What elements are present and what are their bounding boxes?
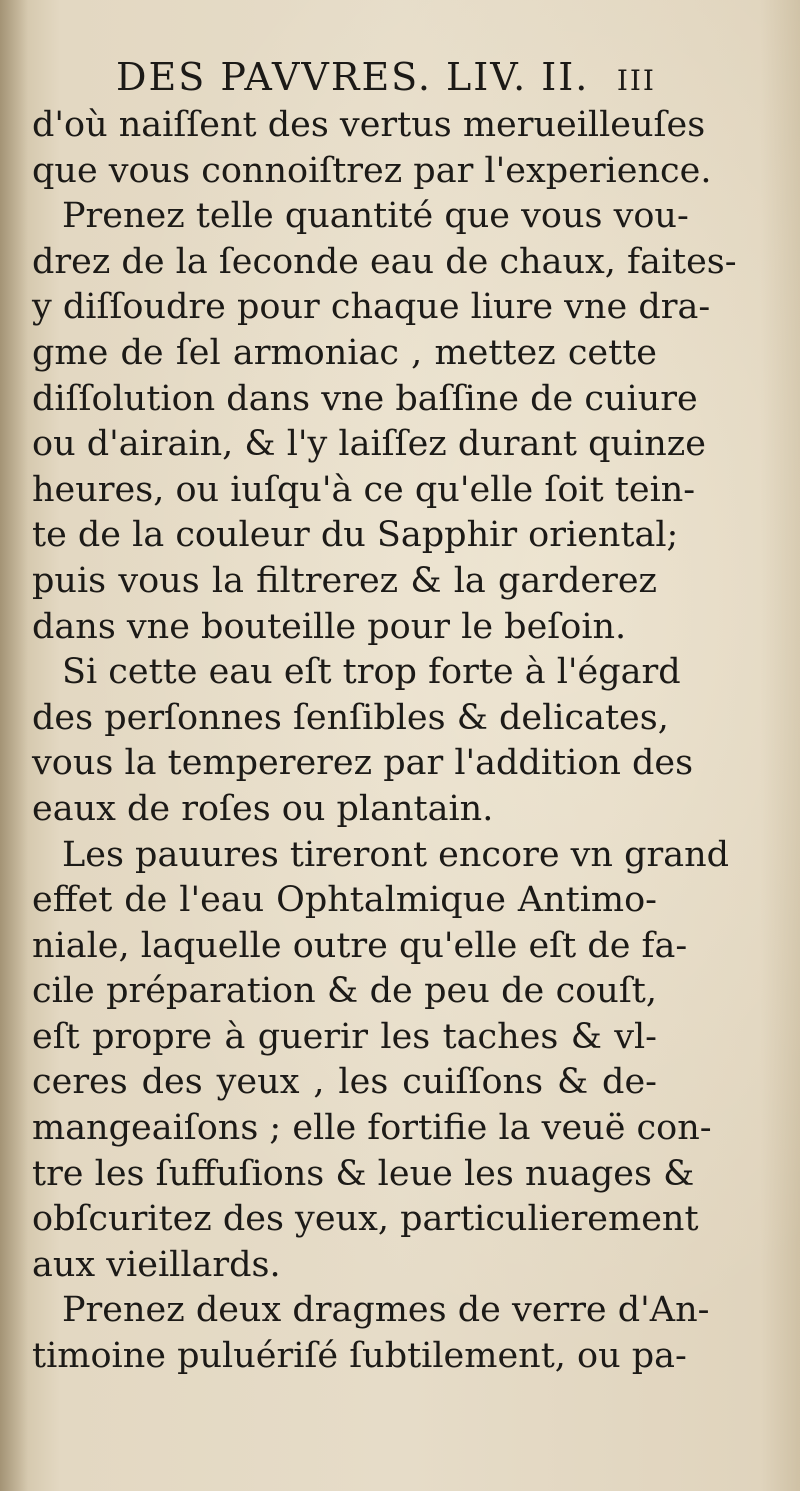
text-line: aux vieillards. <box>32 1244 281 1285</box>
body-text <box>32 103 737 1380</box>
text-line: d'où naiſſent des vertus merueilleuſes <box>32 105 706 145</box>
text-line: que vous connoiſtrez par l'experience. <box>32 150 712 191</box>
text-line: eſt propre à guerir les taches & vl- <box>32 1016 657 1057</box>
text-line: niale, laquelle outre qu'elle eſt de fa- <box>32 925 688 966</box>
paragraph-first-line: Prenez telle quantité que vous vou- <box>62 196 689 237</box>
text-line: drez de la ſeconde eau de chaux, faites- <box>32 241 737 282</box>
text-line: vous la tempererez par l'addition des <box>32 743 694 784</box>
text-line: diſſolution dans vne baſſine de cuiure <box>32 378 698 419</box>
text-line: effet de l'eau Ophtalmique Antimo- <box>32 880 657 921</box>
text-line: mangeaiſons ; elle fortifie la veuë con- <box>32 1108 712 1149</box>
text-line: cile préparation & de peu de couſt, <box>32 971 657 1012</box>
binding-gutter-shadow <box>0 0 28 1491</box>
paragraph-first-line: Prenez deux dragmes de verre d'An- <box>62 1290 710 1331</box>
page-number: III <box>616 64 656 97</box>
text-line: timoine puluériſé ſubtilement, ou pa- <box>32 1336 687 1377</box>
text-line: gme de ſel armoniac , mettez cette <box>32 332 657 373</box>
running-header <box>116 55 656 107</box>
text-line: des perſonnes ſenſibles & delicates, <box>32 697 669 738</box>
text-line: y diſſoudre pour chaque liure vne dra- <box>32 287 711 328</box>
running-title: DES PAVVRES. LIV. II. <box>116 55 590 99</box>
text-line: puis vous la filtrerez & la garderez <box>32 560 657 601</box>
text-line: obſcuritez des yeux, particulierement <box>32 1199 699 1240</box>
text-line: heures, ou iuſqu'à ce qu'elle ſoit tein- <box>32 469 696 510</box>
text-line: dans vne bouteille pour le beſoin. <box>32 606 627 647</box>
paragraph-first-line: Si cette eau eſt trop forte à l'égard <box>62 652 681 693</box>
text-line: ou d'airain, & l'y laiſſez durant quinze <box>32 424 706 465</box>
text-line: tre les ſuffuſions & leue les nuages & <box>32 1153 695 1194</box>
paragraph-first-line: Les pauures tireront encore vn grand <box>62 834 730 875</box>
text-line: ceres des yeux , les cuiſſons & de- <box>32 1062 657 1103</box>
text-line: eaux de roſes ou plantain. <box>32 788 494 829</box>
text-line: te de la couleur du Sapphir oriental; <box>32 515 679 556</box>
